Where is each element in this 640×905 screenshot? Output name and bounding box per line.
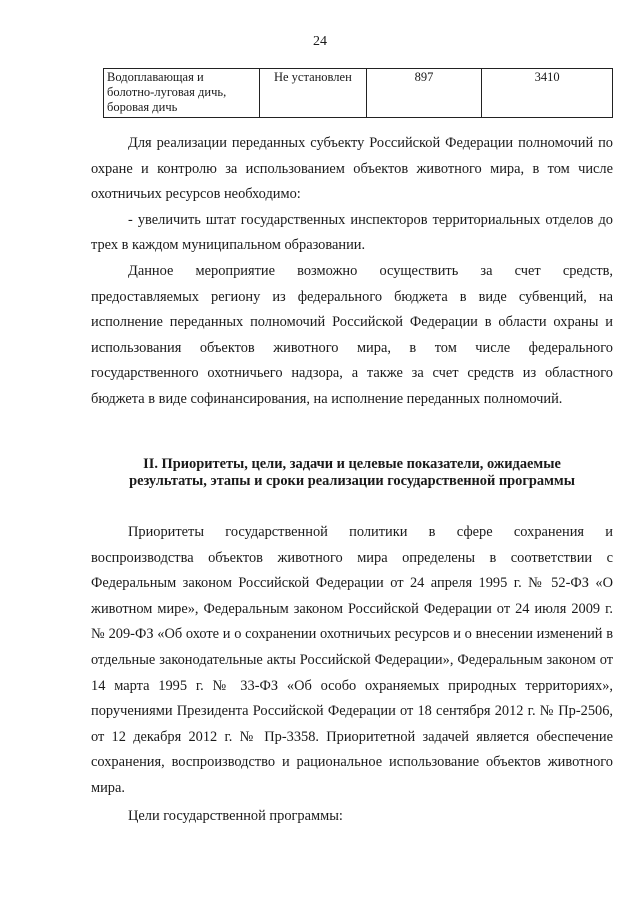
table-cell-status: Не установлен (260, 69, 366, 118)
paragraph: - увеличить штат государственных инспекторов территориальных отделов до трех в каждом муниципальном образовании. (91, 211, 613, 254)
text-block-1 (91, 131, 613, 413)
text-block-2 (91, 520, 613, 829)
species-line-3: боровая дичь (107, 100, 178, 114)
table-cell-value-1: 897 (366, 69, 482, 118)
species-line-2: болотно-луговая дичь, (107, 85, 227, 99)
paragraph: Цели государственной программы: (128, 807, 343, 824)
paragraph: Приоритеты государственной политики в сфере сохранения и воспроизводства объектов животного мира определены в соответствии с Федеральным законом Российской Федерации от 24 апреля 1995 г. № 52-ФЗ «О животном мире», Федеральным законом Российской Федерации от 24 июля 2009 г. № 209-ФЗ «Об охоте и о сохранении охотничьих ресурсов и о внесении изменений в отдельные законодательные акты Российской Федерации», Федеральным законом от 14 марта 1995 г. № 33-ФЗ «Об особо охраняемых природных территориях», поручениями Президента Российской Федерации от 18 сентября 2012 г. № Пр-2506, от 12 декабря 2012 г. № Пр-3358. Приоритетной задачей является обеспечение сохранения, воспроизводство и рациональное использование объектов животного мира. (91, 524, 613, 796)
section-heading-line-1: II. Приоритеты, цели, задачи и целевые показатели, ожидаемые (143, 456, 561, 472)
page-number: 24 (313, 34, 327, 49)
table-cell-species (104, 69, 260, 118)
paragraph: Данное мероприятие возможно осуществить за счет средств, предоставляемых региону из федерального бюджета в виде субвенций, на исполнение переданных полномочий Российской Федерации в области охраны и использования объектов животного мира, в том числе федерального государственного охотничьего надзора, а также за счет средств из областного бюджета в виде софинансирования, на исполнение переданных полномочий. (91, 262, 613, 407)
table-row (104, 69, 613, 118)
section-heading (91, 456, 613, 490)
paragraph: Для реализации переданных субъекту Российской Федерации полномочий по охране и контролю за использованием объектов животного мира, в том числе охотничьих ресурсов необходимо: (91, 135, 613, 203)
species-line-1: Водоплавающая и (107, 70, 204, 84)
continuation-table (103, 68, 613, 118)
section-heading-line-2: результаты, этапы и сроки реализации государственной программы (129, 473, 575, 489)
table-cell-value-2: 3410 (482, 69, 613, 118)
